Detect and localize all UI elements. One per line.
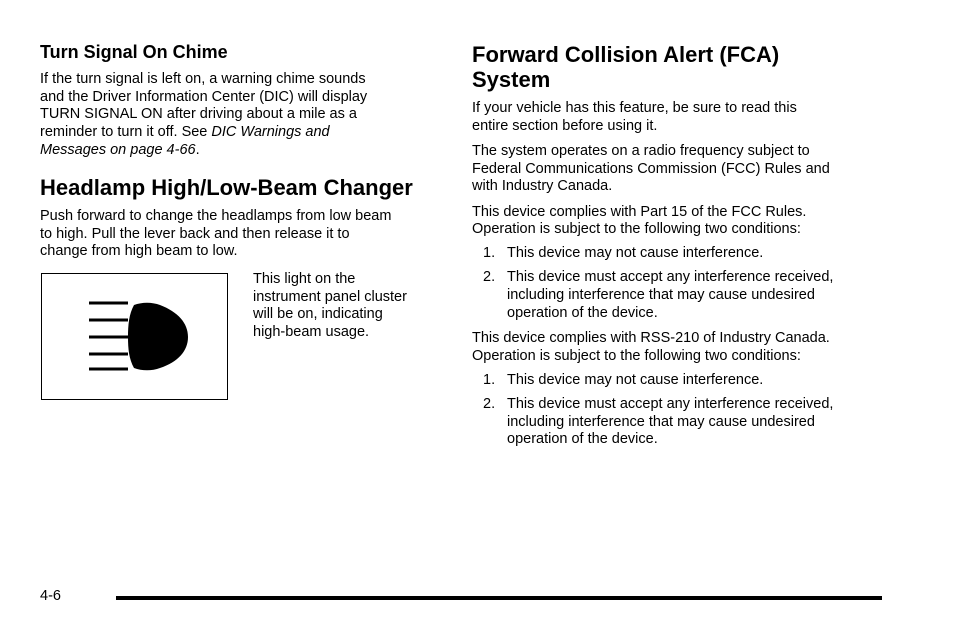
dic-warnings-reference: Messages on page 4-66 <box>40 142 196 158</box>
headlamp-heading: Headlamp High/Low-Beam Changer <box>40 175 413 200</box>
high-beam-caption-line: high-beam usage. <box>253 324 370 340</box>
list-item-number: 2. <box>483 269 496 285</box>
fca-heading-line: Forward Collision Alert (FCA) <box>472 42 780 67</box>
list-item-number: 2. <box>483 396 496 412</box>
headlamp-text-line: to high. Pull the lever back and then release it to <box>40 226 350 242</box>
headlamp-text-line: Push forward to change the headlamps from low beam <box>40 208 392 224</box>
high-beam-caption-line: This light on the <box>253 271 356 287</box>
list-item-text: This device may not cause interference. <box>507 245 764 261</box>
list-item-text: This device may not cause interference. <box>507 372 764 388</box>
fca-text-line: Federal Communications Commission (FCC) Rules and <box>472 161 830 177</box>
page-number: 4-6 <box>40 588 61 604</box>
fca-text-line: If your vehicle has this feature, be sure to read this <box>472 100 797 116</box>
fca-heading-line: System <box>472 67 551 92</box>
list-item-text: This device must accept any interference received, <box>507 396 834 412</box>
list-item-text: This device must accept any interference received, <box>507 269 834 285</box>
list-item-number: 1. <box>483 372 496 388</box>
fca-text-line: Operation is subject to the following two conditions: <box>472 221 801 237</box>
high-beam-icon-frame <box>41 273 228 400</box>
footer-rule <box>116 596 882 600</box>
turn-signal-text-plain: reminder to turn it off. See <box>40 124 212 140</box>
fca-text-line: entire section before using it. <box>472 118 658 134</box>
turn-signal-text-line: If the turn signal is left on, a warning chime sounds <box>40 71 366 87</box>
high-beam-indicator-icon <box>42 274 228 399</box>
list-item-text: including interference that may cause undesired <box>507 287 815 303</box>
list-item-number: 1. <box>483 245 496 261</box>
list-item-text: including interference that may cause undesired <box>507 414 815 430</box>
fca-text-line: Operation is subject to the following two conditions: <box>472 348 801 364</box>
turn-signal-text-line: and the Driver Information Center (DIC) will display <box>40 89 368 105</box>
fca-text-line: with Industry Canada. <box>472 178 613 194</box>
list-item-text: operation of the device. <box>507 431 658 447</box>
high-beam-caption-line: instrument panel cluster <box>253 289 407 305</box>
turn-signal-text-plain: . <box>195 142 200 158</box>
fca-text-line: The system operates on a radio frequency subject to <box>472 143 810 159</box>
headlamp-text-line: change from high beam to low. <box>40 243 238 259</box>
turn-signal-heading: Turn Signal On Chime <box>40 42 228 62</box>
fca-text-line: This device complies with RSS-210 of Industry Canada. <box>472 330 830 346</box>
fca-text-line: This device complies with Part 15 of the FCC Rules. <box>472 204 807 220</box>
list-item-text: operation of the device. <box>507 305 658 321</box>
turn-signal-text-line: TURN SIGNAL ON after driving about a mile as a <box>40 106 357 122</box>
turn-signal-text-line <box>40 124 330 142</box>
turn-signal-text-line <box>40 142 200 160</box>
high-beam-caption-line: will be on, indicating <box>253 306 383 322</box>
dic-warnings-reference: DIC Warnings and <box>211 124 330 140</box>
